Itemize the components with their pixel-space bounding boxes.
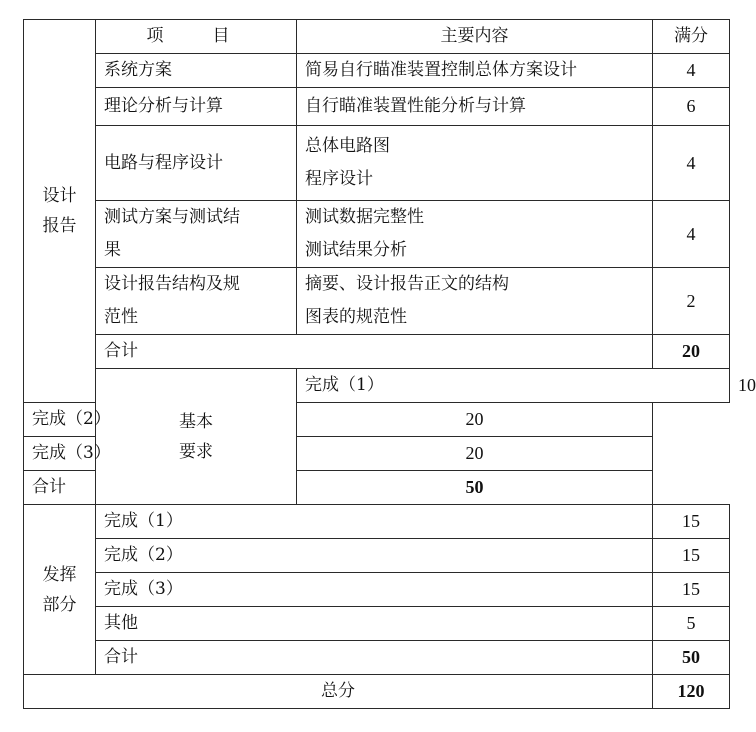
header-item: 项 目	[96, 20, 297, 54]
total-row	[24, 675, 730, 709]
score-cell: 4	[653, 54, 730, 88]
section-design-report	[24, 20, 96, 403]
subtotal-row	[24, 471, 730, 505]
section-extended-part	[24, 505, 96, 675]
score-cell: 15	[653, 505, 730, 539]
table-row	[24, 126, 730, 201]
total-score: 120	[653, 675, 730, 709]
item-cell: 完成（3）	[24, 437, 297, 471]
section-label-line: 发挥	[42, 564, 77, 585]
score-cell: 2	[653, 268, 730, 335]
subtotal-row	[24, 335, 730, 369]
item-cell: 完成（2）	[24, 403, 297, 437]
table-row	[24, 201, 730, 268]
content-cell: 简易自行瞄准装置控制总体方案设计	[297, 54, 653, 88]
table-row	[24, 539, 730, 573]
item-cell: 完成（1）	[297, 369, 730, 403]
item-cell	[96, 268, 297, 335]
content-cell: 自行瞄准装置性能分析与计算	[297, 88, 653, 126]
content-cell	[297, 268, 653, 335]
content-line: 摘要、设计报告正文的结构	[305, 274, 509, 294]
section-label-line: 设计	[42, 186, 77, 206]
table-row	[24, 607, 730, 641]
score-cell: 4	[653, 201, 730, 268]
score-cell: 15	[653, 573, 730, 607]
score-cell: 20	[297, 403, 653, 437]
section-label-line: 基本	[179, 411, 213, 432]
item-cell: 理论分析与计算	[96, 88, 297, 126]
subtotal-label: 合计	[24, 471, 297, 505]
item-cell	[96, 201, 297, 268]
content-cell	[297, 201, 653, 268]
content-line: 程序设计	[305, 169, 373, 189]
section-label-line: 报告	[42, 216, 77, 236]
content-line: 总体电路图	[305, 136, 390, 156]
content-line: 图表的规范性	[305, 307, 407, 327]
item-line: 设计报告结构及规	[104, 274, 240, 294]
subtotal-score: 20	[653, 335, 730, 369]
header-row	[24, 20, 730, 54]
score-table	[23, 19, 756, 709]
table-row: 基本 要求 完成（1） 10	[24, 369, 730, 403]
table-row	[24, 573, 730, 607]
table-row	[24, 54, 730, 88]
item-cell: 完成（2）	[96, 539, 653, 573]
item-line: 测试方案与测试结	[104, 207, 240, 227]
content-line: 测试结果分析	[305, 240, 407, 260]
subtotal-row	[24, 641, 730, 675]
score-cell: 20	[297, 437, 653, 471]
item-line: 范性	[104, 307, 138, 327]
score-cell: 5	[653, 607, 730, 641]
total-label: 总分	[24, 675, 653, 709]
item-line: 果	[104, 240, 121, 260]
table-row	[24, 403, 730, 437]
section-label-line: 部分	[42, 594, 77, 615]
score-cell: 4	[653, 126, 730, 201]
item-cell: 系统方案	[96, 54, 297, 88]
subtotal-label: 合计	[96, 641, 653, 675]
score-cell: 15	[653, 539, 730, 573]
table-row	[24, 505, 730, 539]
item-cell: 完成（3）	[96, 573, 653, 607]
table-row	[24, 437, 730, 471]
subtotal-score: 50	[297, 471, 653, 505]
item-cell: 其他	[96, 607, 653, 641]
header-score: 满分	[653, 20, 730, 54]
header-content: 主要内容	[297, 20, 653, 54]
table-row	[24, 88, 730, 126]
content-line: 测试数据完整性	[305, 207, 424, 227]
content-cell	[297, 126, 653, 201]
item-cell: 电路与程序设计	[96, 126, 297, 201]
section-label-line: 要求	[179, 441, 213, 462]
score-cell: 6	[653, 88, 730, 126]
subtotal-score: 50	[653, 641, 730, 675]
item-cell: 完成（1）	[96, 505, 653, 539]
table-row	[24, 268, 730, 335]
subtotal-label: 合计	[96, 335, 653, 369]
